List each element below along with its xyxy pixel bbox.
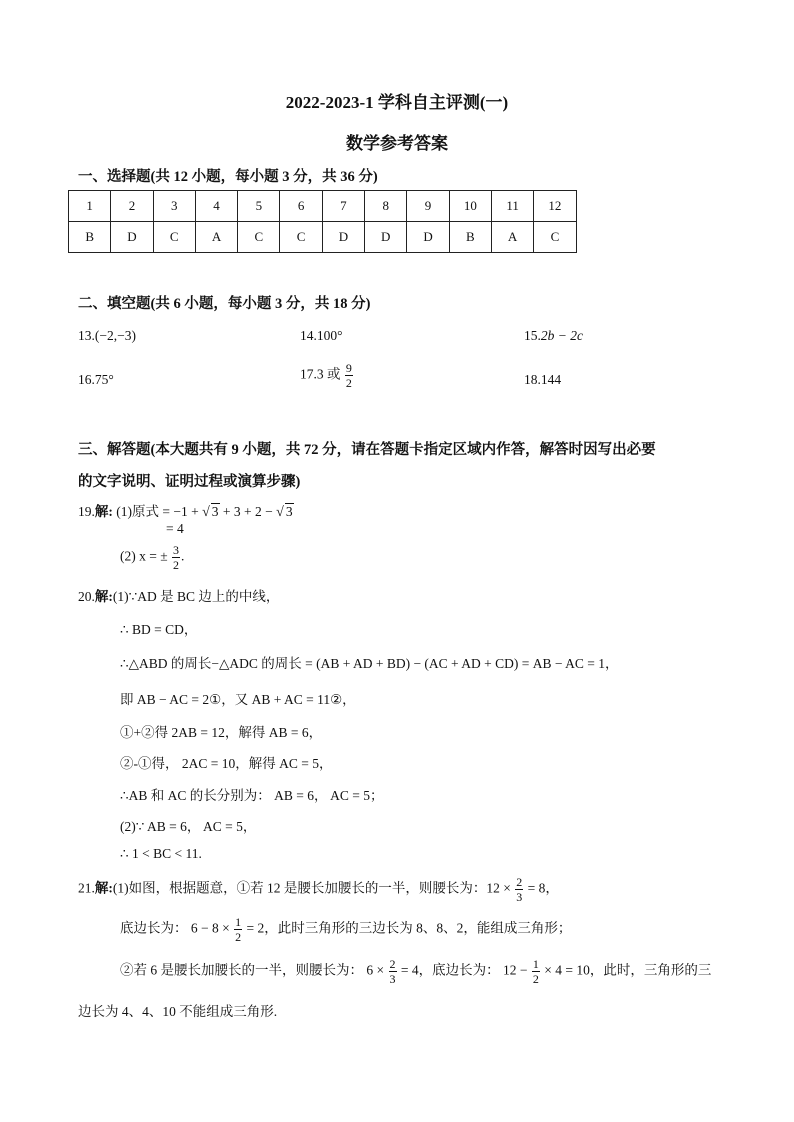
- q20-line7: ∴AB 和 AC 的长分别为： AB = 6， AC = 5；: [120, 788, 384, 803]
- question-number: 12: [534, 191, 576, 222]
- question-number: 10: [449, 191, 491, 222]
- q19-part2-fraction: [172, 544, 180, 571]
- q21-line2: [120, 916, 571, 943]
- fraction-denominator: 2: [345, 376, 352, 390]
- q20-text-1: (1)∵AD 是 BC 边上的中线，: [112, 589, 280, 604]
- fraction-denominator: 2: [173, 558, 180, 572]
- section1-heading: 一、选择题(共 12 小题，每小题 3 分，共 36 分): [78, 169, 378, 185]
- fraction-numerator: 2: [389, 957, 396, 971]
- answer-cell: D: [407, 222, 449, 253]
- answer-17: [300, 362, 354, 389]
- answer-cell: C: [280, 222, 322, 253]
- question-number: 3: [153, 191, 195, 222]
- q21-l1-a: (1)如图，根据题意，①若 12 是腰长加腰长的一半，则腰长为：12 ×: [112, 880, 511, 896]
- q21-l3-fraction: [389, 958, 397, 985]
- answer-17-label: 17.3 或: [300, 366, 341, 382]
- q20-line2: ∴ BD = CD，: [120, 622, 198, 637]
- answer-cell: C: [153, 222, 195, 253]
- q19-jie: 解:: [94, 504, 113, 519]
- fraction-denominator: 2: [235, 930, 242, 944]
- fraction-numerator: 3: [173, 543, 180, 557]
- q20-line8: (2)∵ AB = 6， AC = 5，: [120, 819, 257, 834]
- q19-line1: [78, 500, 294, 521]
- section2-heading: 二、填空题(共 6 小题，每小题 3 分，共 18 分): [78, 296, 371, 312]
- answer-cell: D: [322, 222, 364, 253]
- q21-line1: [78, 876, 559, 903]
- fraction-numerator: 1: [235, 915, 242, 929]
- answer-15: [524, 328, 583, 344]
- answer-cell: C: [534, 222, 576, 253]
- answer-16: 16.75°: [78, 372, 114, 387]
- answer-15-value: 2b − 2c: [540, 328, 583, 343]
- q21-l2-a: 底边长为： 6 − 8 ×: [120, 920, 230, 936]
- answer-table-number-row: [69, 191, 577, 222]
- q20-line6: ②-①得， 2AC = 10，解得 AC = 5，: [120, 756, 333, 771]
- answer-cell: B: [69, 222, 111, 253]
- q19-part2: [120, 544, 184, 571]
- page-title: 2022-2023-1 学科自主评测(一): [285, 93, 509, 112]
- question-number: 8: [365, 191, 407, 222]
- section3-heading-line2: 的文字说明、证明过程或演算步骤): [78, 474, 301, 490]
- question-number: 11: [491, 191, 533, 222]
- sqrt-icon: √: [276, 505, 284, 520]
- q21-line4: 边长为 4、4、10 不能组成三角形.: [78, 1004, 278, 1019]
- answer-cell: B: [449, 222, 491, 253]
- answer-cell: C: [238, 222, 280, 253]
- fraction-denominator: 3: [516, 890, 523, 904]
- q21-l3-b: = 4，底边长为： 12 −: [400, 962, 528, 978]
- q19-label: 19.: [78, 504, 95, 519]
- question-number: 1: [69, 191, 111, 222]
- q21-l2-b: = 2，此时三角形的三边长为 8、8、2，能组成三角形；: [246, 920, 572, 936]
- question-number: 7: [322, 191, 364, 222]
- q19-part2-suffix: .: [181, 548, 185, 564]
- answer-14: 14.100°: [300, 328, 343, 343]
- q20-line5: ①+②得 2AB = 12，解得 AB = 6，: [120, 725, 323, 740]
- q19-part1-prefix: (1)原式 = −1 +: [116, 504, 203, 519]
- q19-sqrt2: 3: [285, 504, 293, 519]
- section3-heading-line1: 三、解答题(本大题共有 9 小题，共 72 分，请在答题卡指定区域内作答，解答时因写出必要: [78, 442, 656, 458]
- answer-13-value: (−2,−3): [94, 328, 136, 343]
- answer-table: [68, 190, 577, 253]
- answer-cell: D: [365, 222, 407, 253]
- fraction-denominator: 3: [389, 972, 396, 986]
- answer-cell: A: [195, 222, 237, 253]
- q19-part1-result: = 4: [166, 521, 184, 536]
- q21-l3-a: ②若 6 是腰长加腰长的一半，则腰长为： 6 ×: [120, 962, 385, 978]
- question-number: 2: [111, 191, 153, 222]
- answer-13: [78, 328, 136, 344]
- q21-l1-fraction: [515, 876, 523, 903]
- answer-15-label: 15.: [524, 328, 541, 343]
- q20-line4: 即 AB − AC = 2①，又 AB + AC = 11②，: [120, 692, 356, 707]
- fraction-numerator: 2: [516, 875, 523, 889]
- q21-l2-fraction: [234, 916, 242, 943]
- question-number: 5: [238, 191, 280, 222]
- page-subtitle: 数学参考答案: [346, 134, 448, 153]
- q20-jie: 解:: [94, 589, 113, 604]
- answer-table-answer-row: [69, 222, 577, 253]
- answer-17-fraction: [345, 362, 353, 389]
- q20-line3: ∴△ABD 的周长−△ADC 的周长 = (AB + AD + BD) − (AC + AD + CD) = AB − AC = 1，: [120, 656, 619, 671]
- q21-l1-b: = 8，: [527, 880, 559, 896]
- fraction-numerator: 9: [345, 361, 352, 375]
- q20-line1: [78, 585, 279, 605]
- question-number: 6: [280, 191, 322, 222]
- fraction-numerator: 1: [532, 957, 539, 971]
- q21-l3-c: × 4 = 10，此时，三角形的三: [544, 962, 712, 978]
- answer-18: 18.144: [524, 372, 562, 387]
- q20-line9: ∴ 1 < BC < 11.: [120, 846, 202, 861]
- q21-l3-fraction2: [532, 958, 540, 985]
- answer-cell: D: [111, 222, 153, 253]
- q21-line3: [120, 958, 711, 985]
- answer-13-label: 13.: [78, 328, 95, 343]
- question-number: 4: [195, 191, 237, 222]
- q21-label: 21.: [78, 880, 95, 896]
- q19-part2-prefix: (2) x = ±: [120, 548, 168, 564]
- q21-jie: 解:: [94, 880, 113, 896]
- q19-part1-mid: + 3 + 2 −: [219, 504, 277, 519]
- sqrt-icon: √: [202, 505, 210, 520]
- q20-label: 20.: [78, 589, 95, 604]
- fraction-denominator: 2: [532, 972, 539, 986]
- q19-sqrt1: 3: [211, 504, 219, 519]
- question-number: 9: [407, 191, 449, 222]
- answer-cell: A: [491, 222, 533, 253]
